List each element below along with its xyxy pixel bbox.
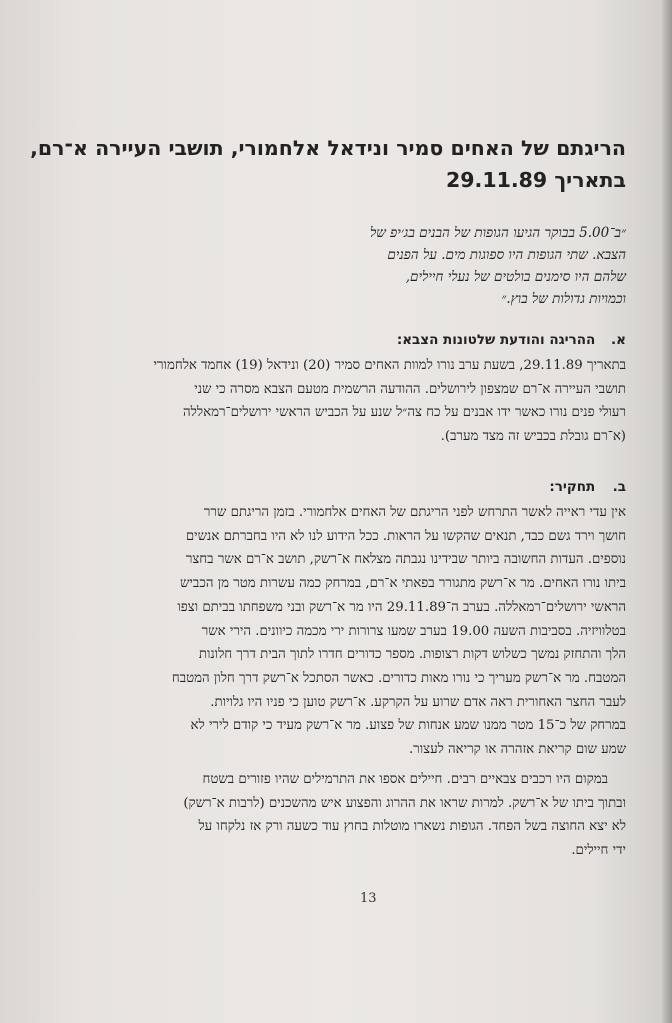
quote-line: וכמויות גדולות של בוץ.״ [501,291,626,307]
section-a-title: ההריגה והודעת שלטונות הצבא: [396,332,596,348]
text-line: המטבח. מר א־רשק מעריך כי נורו מאות כדורים. כאשר הסתכל א־רשק דרך חלון המטבח [171,670,626,686]
text-line: חושך וירד גשם כבד, תנאים שהקשו על הראות. ככל הידוע לנו לא היו בחברתם אנשים [185,528,626,544]
text-line: בתאריך 29.11.89, בשעת ערב נורו למוות האחים סמיר (20) ונידאל (19) אחמד אלחמורי [153,358,626,373]
text-line: לעבר החצר האחורית ראה אדם שרוע על הקרקע. א־רשק טוען כי פניו היו גלויות. [210,694,626,710]
title-line: הריגתם של האחים סמיר ונידאל אלחמורי, תושבי העיירה א־רם, [30,136,626,160]
section-a-heading [104,332,626,348]
title-line: בתאריך 29.11.89 [446,168,626,192]
chapter-title [30,132,626,196]
section-a-number: א. [611,332,626,348]
page-edge-shadow [662,0,672,1023]
text-line: רעולי פנים נורו כאשר ידו אבנים על כח צה״ל שנע על הכביש הראשי ירושלים־רמאללה [183,405,626,421]
text-line: במקום היו רכבים צבאיים רבים. חיילים אספו את התרמילים שהיו פזורים בשטח [202,772,608,787]
text-line: שמע שום קריאת אזהרה או קריאה לעצור. [408,742,626,758]
section-b-number: ב. [612,479,626,495]
text-line: הלך והתחזק נמשך כשלוש דקות רצופות. מספר כדורים חדרו לתוך הבית דרך חלונות [198,647,626,663]
section-a-paragraph [104,354,626,449]
text-line: בטלוויזיה. בסביבות השעה 19.00 בערב שמעו צרורות ירי מכמה כיוונים. הירי אשר [201,623,626,639]
text-line: אין עדי ראייה לאשר התרחש לפני הריגתם של האחים אלחמורי. בזמן הריגתם שרר [203,505,626,520]
text-line: תושבי העיירה א־רם שמצפון לירושלים. ההודעה הרשמית מטעם הצבא מסרה כי שני [194,381,626,397]
section-b-paragraph-1 [104,501,626,762]
quote-line: הצבא. שתי הגופות היו ספוגות מים. על הפנים [387,247,626,263]
quote-line: ״ב־5.00 בבוקר הגיעו הגופות של הבנים בג׳יפ של [369,225,626,241]
text-line: ביתו נורו האחים. מר א־רשק מתגורר בפאתי א־רם, במרחק כמה עשרות מטר מן הכביש [180,576,626,592]
text-line: נוספים. העדות החשובה ביותר שבידינו נגבתה מצלאח א־רשק, תושב א־רם אשר בחצר [185,552,626,568]
page-number: 13 [360,891,377,906]
quote-line: שלהם היו סימנים בולטים של נעלי חיילים, [405,269,626,285]
section-b-heading [104,479,626,495]
section-b-title: תחקיר: [549,479,596,495]
text-line: (א־רם גובלת בכביש זה מצד מערב). [440,429,626,445]
epigraph-quote [326,222,626,310]
text-line: ובתוך ביתו של א־רשק. למרות שראו את ההרוג והפצוע איש מהשכנים (לרבות א־רשק) [183,795,626,811]
section-b-paragraph-2 [104,768,626,863]
text-line: לא יצא החוצה בשל הפחד. הגופות נשארו מוטלות בחוץ עוד כשעה ורק אז נלקחו על [198,819,626,835]
text-line: ידי חיילים. [571,843,626,859]
text-line: במרחק של כ־15 מטר ממנו שמע אנחות של פצוע. מר א־רשק מעיד כי קודם לירי לא [190,718,626,734]
text-line: הראשי ירושלים־רמאללה. בערב ה־29.11.89 היו מר א־רשק ובני משפחתו בביתם וצפו [177,599,626,615]
